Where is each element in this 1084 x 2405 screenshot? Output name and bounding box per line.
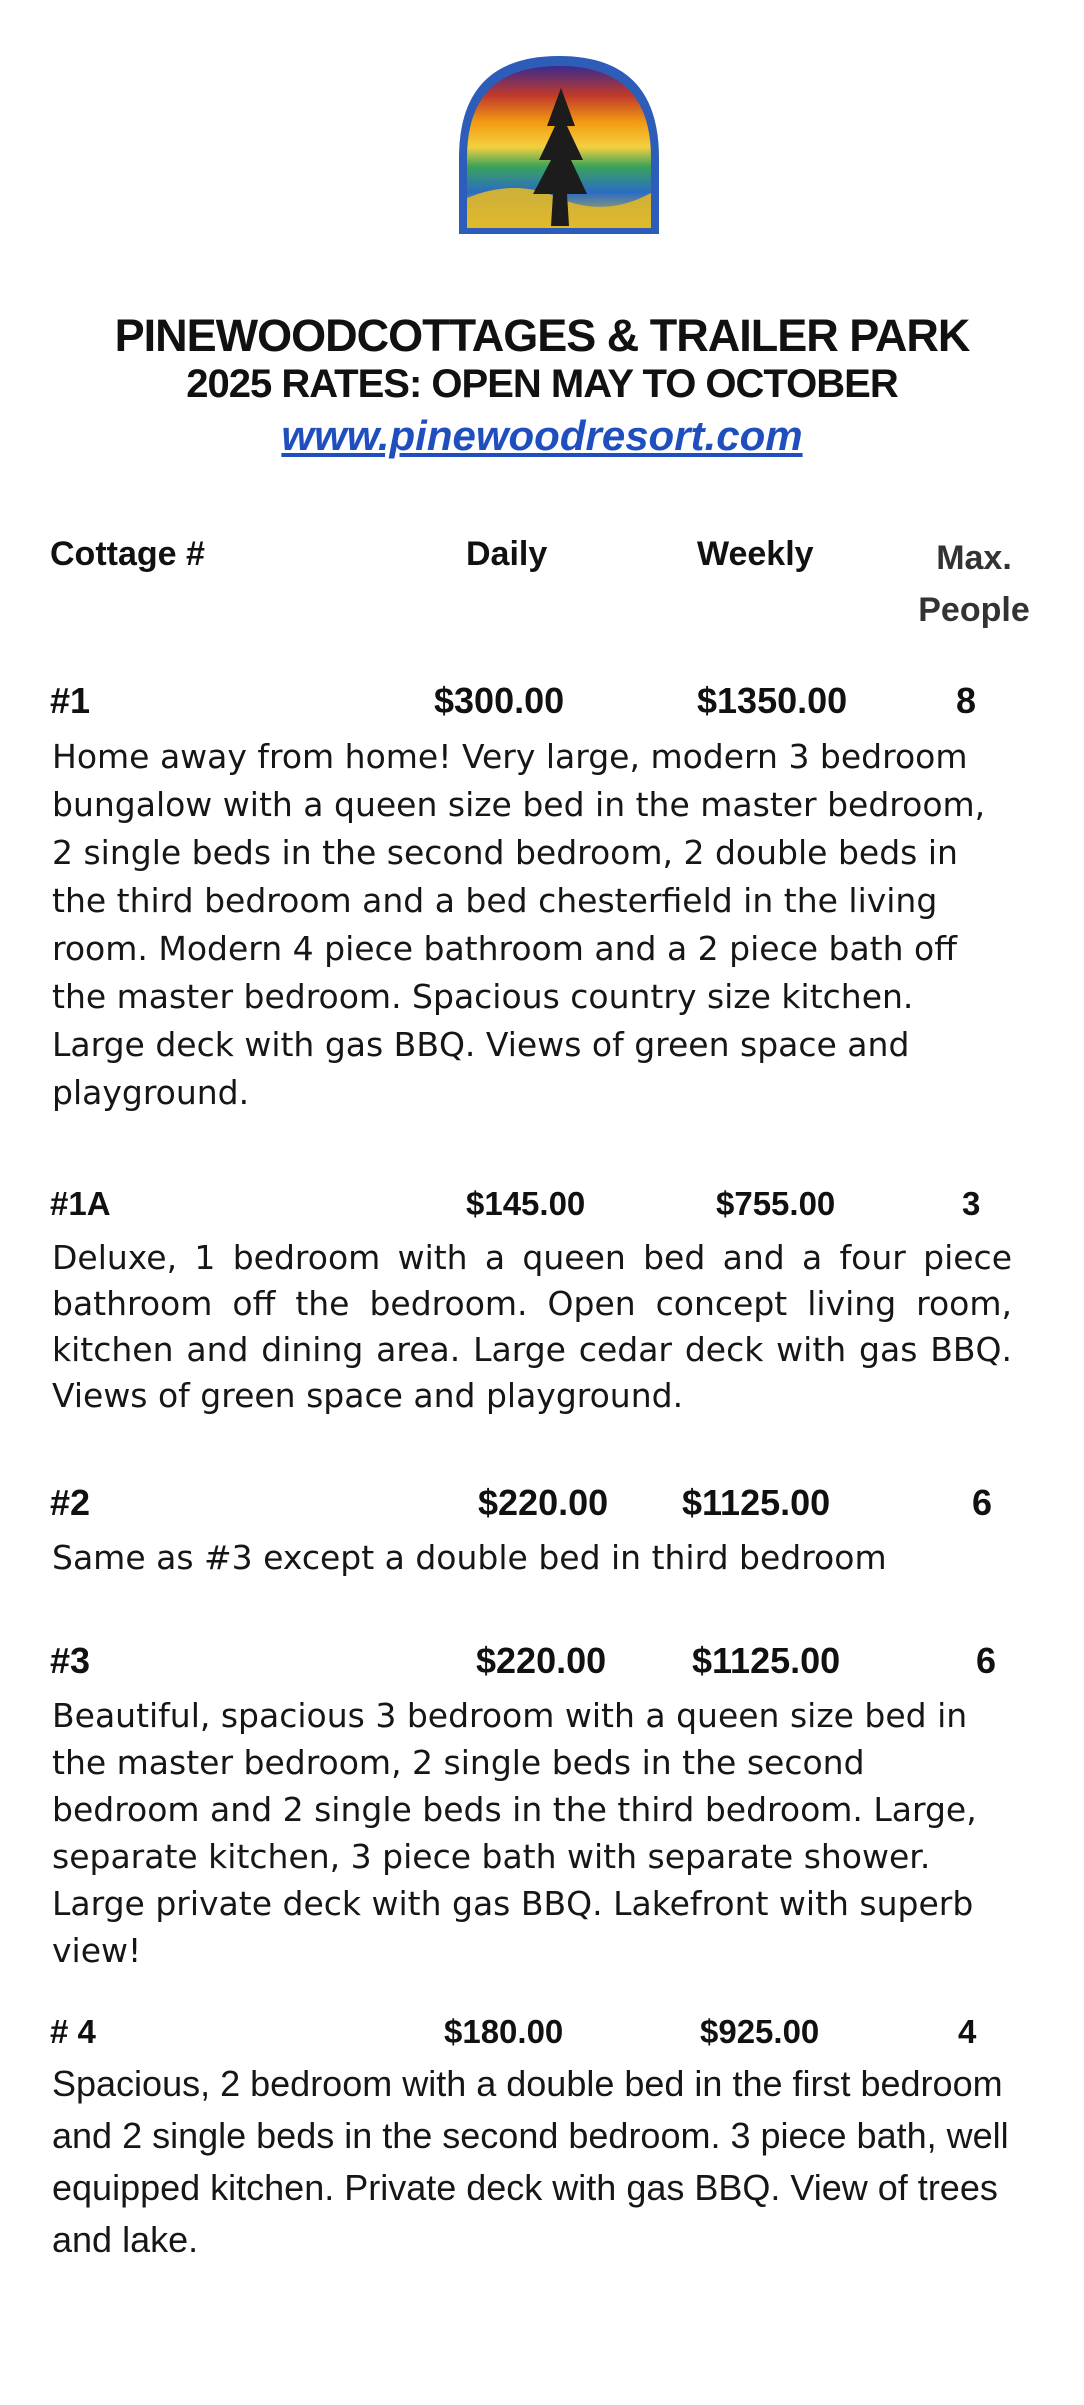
cottage-description: Home away from home! Very large, modern 3 bedroom bungalow with a queen size bed in the master bedroom, 2 single beds in the second bedroom, 2 double beds in the third bedroom and a bed chesterfield in the living room. Modern 4 piece bathroom and a 2 piece bath off the master bedroom. Spacious country size kitchen. Large deck with gas BBQ. Views of green space and playground. [52,737,986,1112]
max-people: 6 [972,1482,993,1523]
max-people: 3 [962,1185,981,1222]
daily-rate: $145.00 [466,1185,586,1222]
max-people-column-header [904,532,1044,636]
cottage-number: # 4 [50,2013,96,2050]
website-link[interactable]: www.pinewoodresort.com [281,412,803,459]
weekly-rate: $1125.00 [682,1482,831,1523]
daily-rate: $220.00 [476,1640,607,1681]
max-header-line1: Max. [936,539,1012,577]
cottage-description: Same as #3 except a double bed in third bedroom [52,1538,887,1577]
resort-title: PINEWOODCOTTAGES & TRAILER PARK [114,310,970,361]
cottage-column-header: Cottage # [50,535,205,573]
max-people: 8 [956,680,977,721]
daily-column-header: Daily [466,535,548,573]
daily-rate: $300.00 [434,680,565,721]
weekly-column-header: Weekly [697,535,814,573]
daily-rate: $220.00 [478,1482,609,1523]
rates-subtitle: 2025 RATES: OPEN MAY TO OCTOBER [186,362,898,406]
weekly-rate: $1350.00 [697,680,848,721]
weekly-rate: $925.00 [700,2013,820,2050]
cottage-description: Deluxe, 1 bedroom with a queen bed and a four piece bathroom off the bedroom. Open concept living room, kitchen and dining area. Large cedar deck with gas BBQ. Views of green space and playground. [52,1238,1012,1415]
weekly-rate: $755.00 [716,1185,836,1222]
cottage-number: #2 [50,1482,91,1523]
daily-rate: $180.00 [444,2013,564,2050]
weekly-rate: $1125.00 [692,1640,841,1681]
cottage-number: #3 [50,1640,91,1681]
max-header-line2: People [918,591,1030,629]
cottage-number: #1A [50,1185,111,1222]
cottage-description: Spacious, 2 bedroom with a double bed in the first bedroom and 2 single beds in the second bedroom. 3 piece bath, well equipped kitchen. Private deck with gas BBQ. View of trees and lake. [52,2063,1009,2260]
resort-logo [445,48,673,238]
cottage-number: #1 [50,680,91,721]
cottage-description: Beautiful, spacious 3 bedroom with a queen size bed in the master bedroom, 2 single beds in the second bedroom and 2 single beds in the third bedroom. Large, separate kitchen, 3 piece bath with separate shower. Large private deck with gas BBQ. Lakefront with superb view! [52,1696,977,1970]
max-people: 4 [958,2013,977,2050]
max-people: 6 [976,1640,997,1681]
